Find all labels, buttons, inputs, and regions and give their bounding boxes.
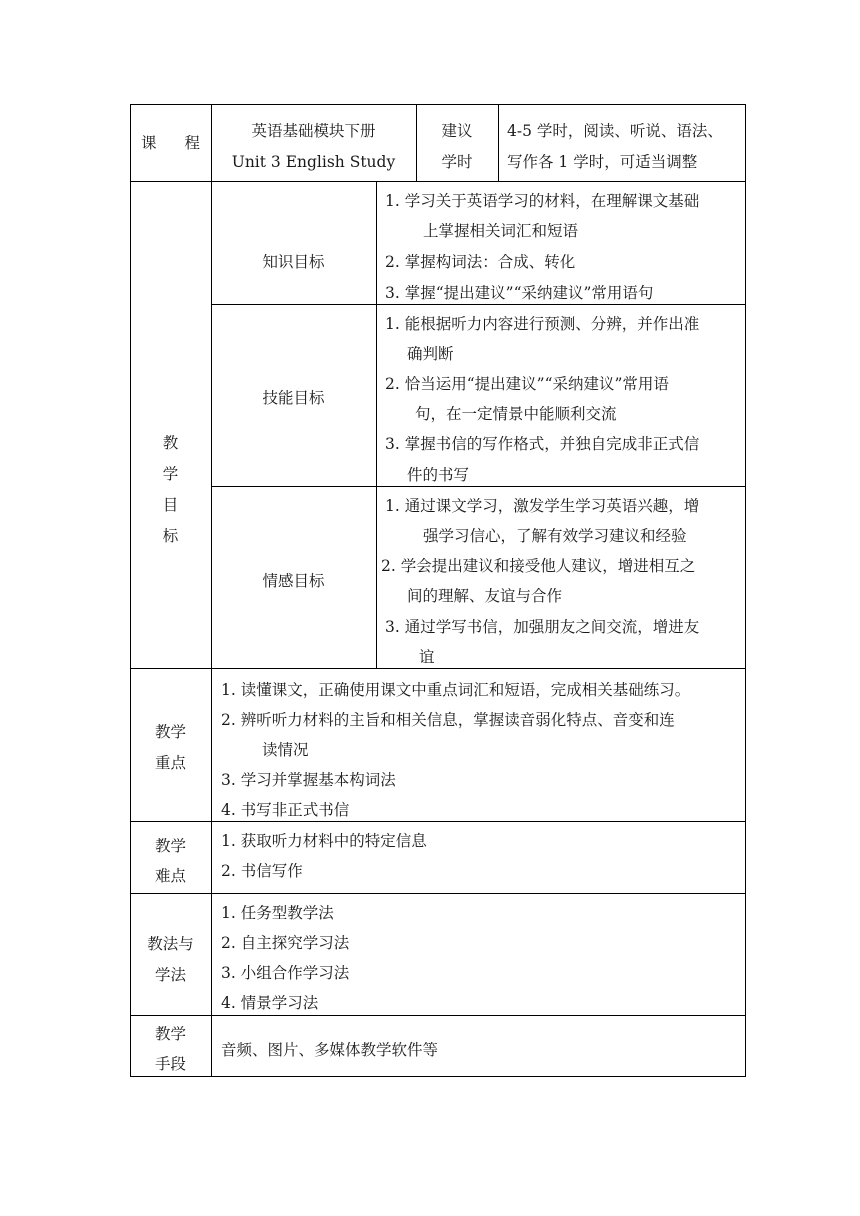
column-divider [498,104,499,181]
methods-label: 学法 [154,966,186,984]
row-divider [130,893,746,894]
course-label: 课程 [140,134,228,152]
objectives-label: 标 [162,527,179,545]
row-divider [211,304,746,305]
list-item: 3. 掌握书信的写作格式，并独自完成非正式信 [385,435,700,453]
hours-label: 学时 [441,153,473,171]
objectives-label: 目 [162,496,179,514]
key-points-label: 教学 [154,723,186,741]
emotion-objective-label: 情感目标 [262,572,325,590]
objectives-label: 教 [162,434,179,452]
list-item: 1. 获取听力材料中的特定信息 [221,832,427,850]
list-item: 1. 任务型教学法 [221,904,334,922]
key-points-label: 重点 [154,754,186,772]
hours-value: 写作各 1 学时，可适当调整 [507,153,698,171]
course-unit: Unit 3 English Study [231,153,396,171]
list-item: 句，在一定情景中能顺利交流 [415,405,617,423]
hours-value: 4-5 学时，阅读、听说、语法、 [507,122,723,140]
list-item: 2. 自主探究学习法 [221,934,350,952]
list-item: 谊 [419,648,435,666]
hours-label: 建议 [441,122,473,140]
list-item: 4. 情景学习法 [221,994,319,1012]
difficulties-label: 教学 [154,837,186,855]
means-label: 手段 [154,1055,186,1073]
row-divider [211,486,746,487]
skill-objective-label: 技能目标 [262,389,325,407]
list-item: 确判断 [407,345,454,363]
list-item: 强学习信心，了解有效学习建议和经验 [423,527,687,545]
column-divider [376,181,377,668]
row-divider [130,181,746,182]
list-item: 读情况 [262,741,309,759]
list-item: 2. 掌握构词法：合成、转化 [385,253,576,271]
course-title: 英语基础模块下册 [251,122,376,140]
list-item: 1. 学习关于英语学习的材料，在理解课文基础 [385,192,700,210]
methods-label: 教法与 [147,935,194,953]
list-item: 2. 恰当运用“提出建议”“采纳建议”常用语 [385,375,669,393]
objectives-label: 学 [162,465,179,483]
list-item: 1. 通过课文学习，激发学生学习英语兴趣，增 [385,497,700,515]
list-item: 2. 学会提出建议和接受他人建议，增进相互之 [381,557,696,575]
knowledge-objective-label: 知识目标 [262,253,325,271]
row-divider [130,668,746,669]
list-item: 2. 书信写作 [221,862,303,880]
difficulties-label: 难点 [154,867,186,885]
list-item: 上掌握相关词汇和短语 [423,222,579,240]
means-text: 音频、图片、多媒体教学软件等 [221,1041,439,1059]
means-label: 教学 [154,1025,186,1043]
list-item: 3. 掌握“提出建议”“采纳建议”常用语句 [385,284,654,302]
list-item: 1. 能根据听力内容进行预测、分辨，并作出准 [385,315,700,333]
list-item: 件的书写 [407,466,470,484]
list-item: 3. 小组合作学习法 [221,964,350,982]
list-item: 3. 学习并掌握基本构词法 [221,771,396,789]
list-item: 3. 通过学写书信，加强朋友之间交流，增进友 [385,618,700,636]
list-item: 1. 读懂课文，正确使用课文中重点词汇和短语，完成相关基础练习。 [221,681,691,699]
row-divider [130,821,746,822]
list-item: 4. 书写非正式书信 [221,801,350,819]
list-item: 2. 辨听听力材料的主旨和相关信息，掌握读音弱化特点、音变和连 [221,711,675,729]
row-divider [130,1015,746,1016]
list-item: 间的理解、友谊与合作 [407,587,563,605]
